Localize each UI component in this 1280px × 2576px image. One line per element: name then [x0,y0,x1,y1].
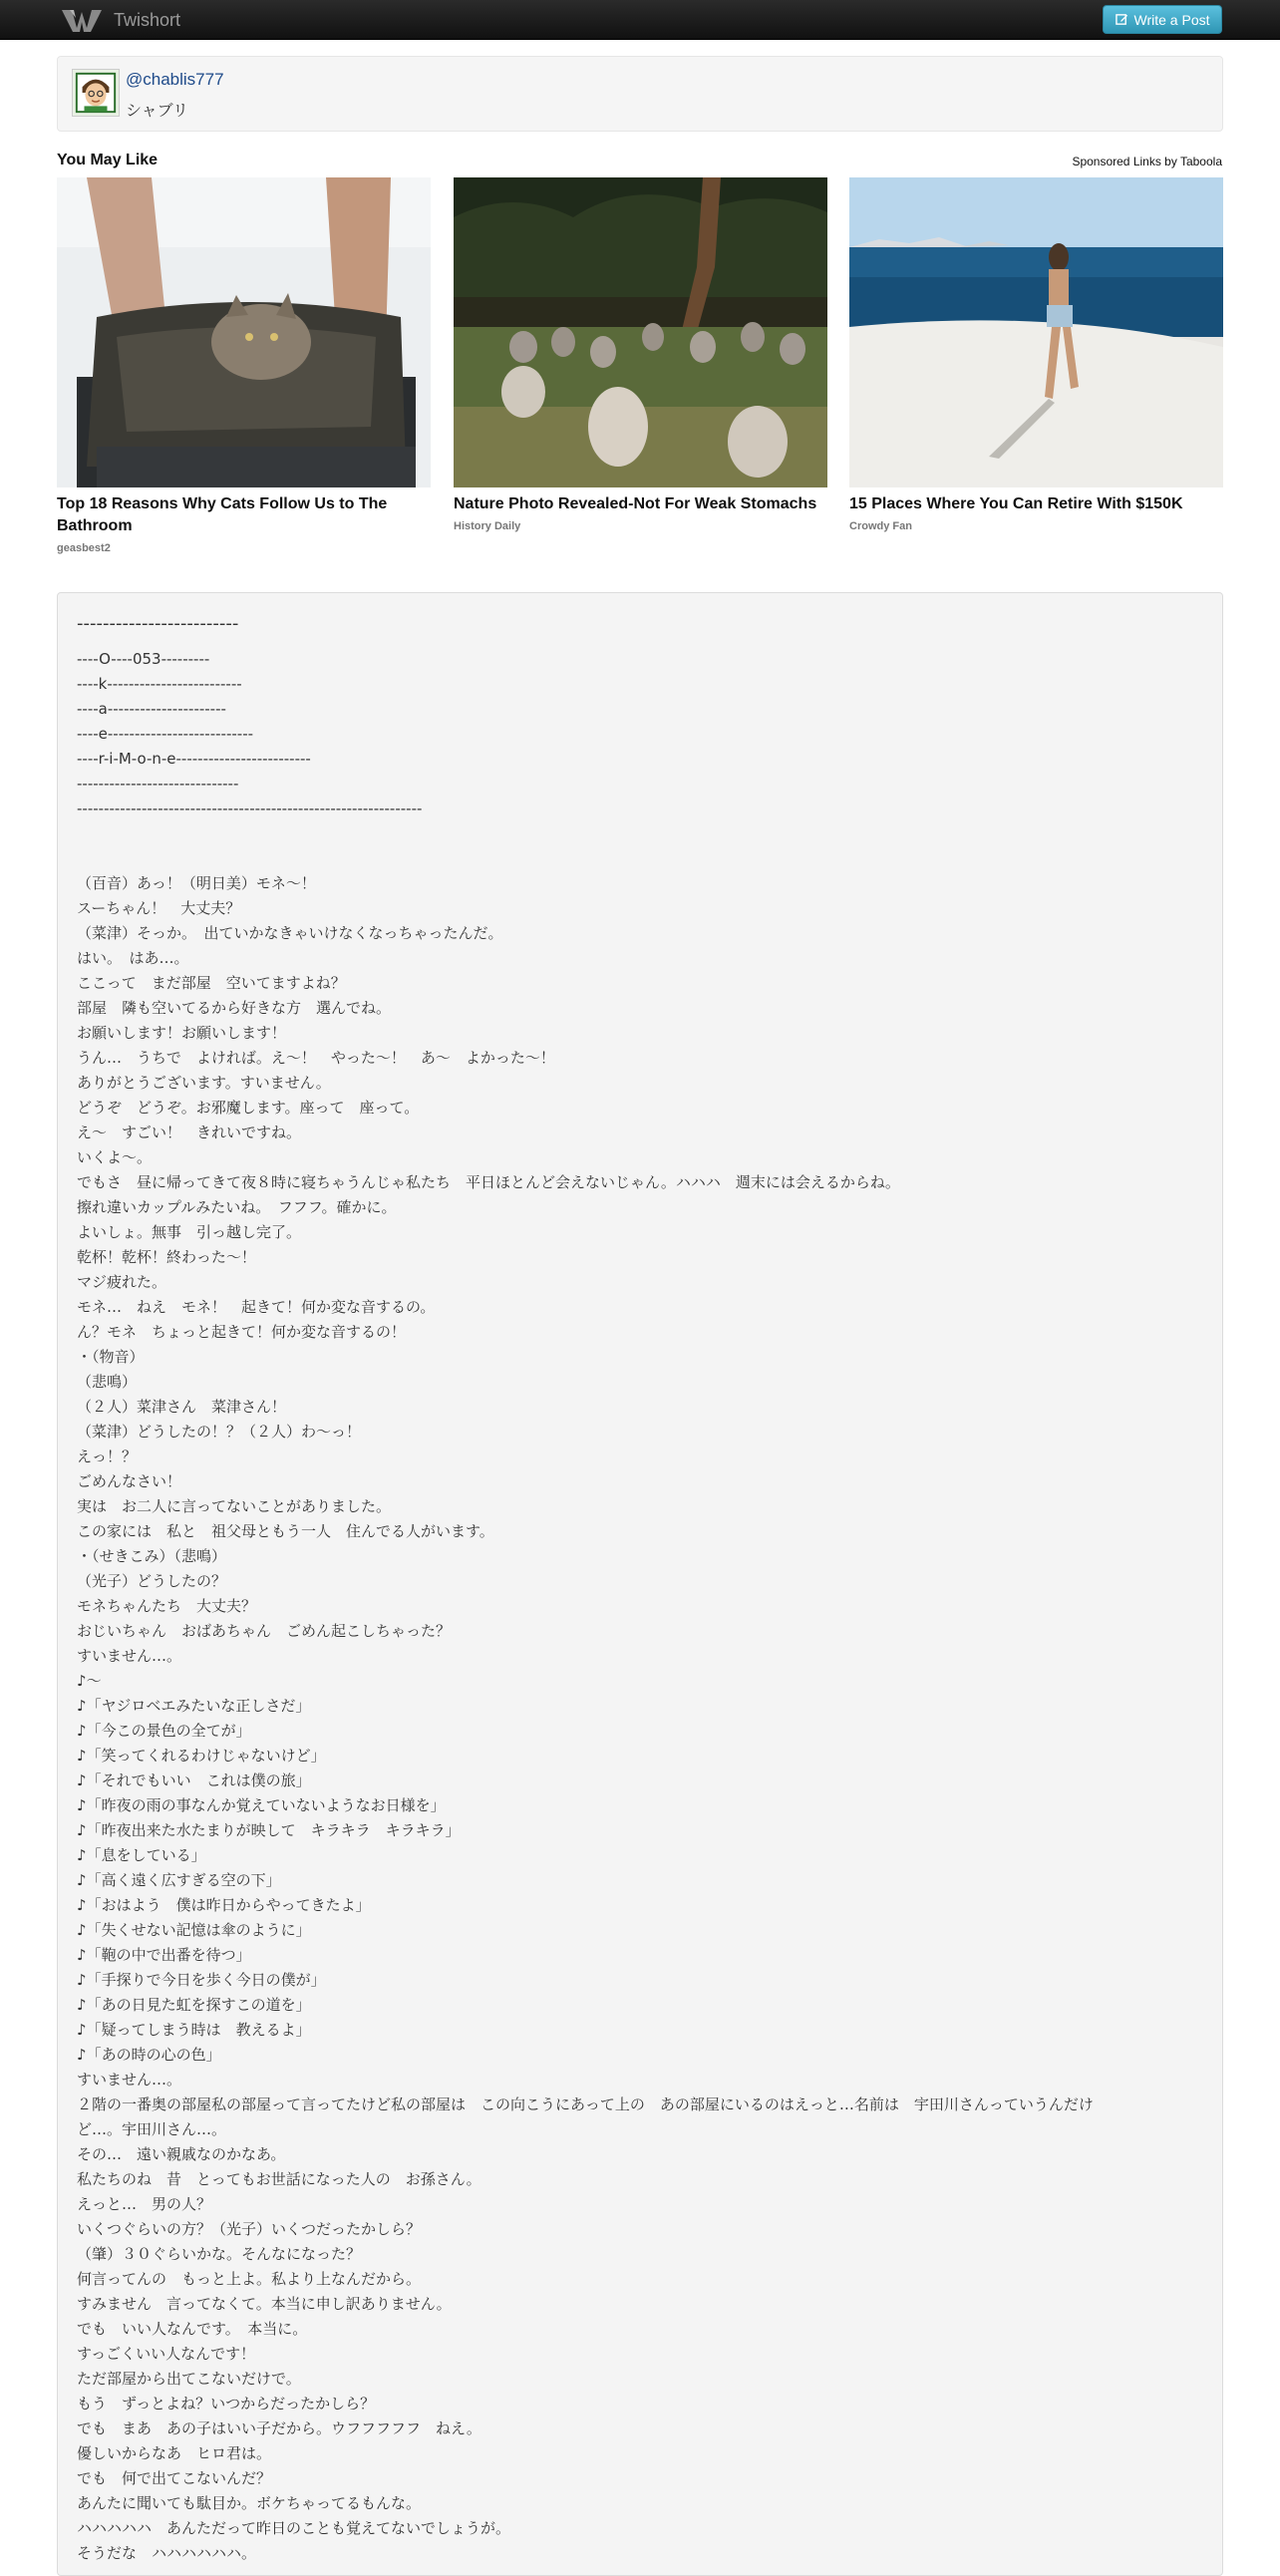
post-line: え～ すごい！ きれいですね。 [77,1124,302,1141]
post-line: 擦れ違いカップルみたいね。 フフフ。確かに。 [77,1198,397,1216]
post-line: ---------------------------------------------------------------- [77,800,423,817]
post-line: もう ずっとよね？いつからだったかしら？ [77,2395,376,2413]
recommend-source: Crowdy Fan [849,520,912,532]
post-line: ♪「息をしている」 [77,1846,206,1864]
post-line: ごめんなさい！ [77,1472,182,1490]
post-line: ♪「手探りで今日を歩く今日の僕が」 [77,1971,326,1989]
post-line: ----r-i-M-o-n-e------------------------- [77,750,311,768]
recommend-thumbnail-beach[interactable] [849,177,1223,487]
author-display-name: シャブリ [126,101,189,120]
post-line: 実は お二人に言ってないことがありました。 [77,1497,392,1515]
post-line: その… 遠い親戚なのかなあ。 [77,2145,286,2163]
recommend-title[interactable]: Nature Photo Revealed-Not For Weak Stomachs [454,495,817,512]
twishort-logo-icon [60,6,104,34]
post-line: ♪「疑ってしまう時は 教えるよ」 [77,2021,311,2039]
post-line: ----e--------------------------- [77,725,254,743]
post-line: ありがとうございます。すいません。 [77,1074,331,1092]
post-line: ♪「鞄の中で出番を待つ」 [77,1946,251,1964]
post-line: ・（せきこみ）（悲鳴） [77,1547,227,1565]
post-line: 乾杯！乾杯！終わった～！ [77,1248,256,1266]
post-line: えっ！？ [77,1448,138,1465]
post-line: ♪「それでもいい これは僕の旅」 [77,1771,311,1789]
write-post-button[interactable] [1103,5,1222,34]
post-line: モネちゃんたち 大丈夫？ [77,1597,257,1615]
post-heading: ------------------------- [77,613,239,634]
recommend-title[interactable]: Top 18 Reasons Why Cats Follow Us to The Bathroom [57,495,388,534]
post-line: いくよ～。 [77,1148,153,1166]
post-line: ただ部屋から出てこないだけで。 [77,2370,301,2388]
post-line: ど…。宇田川さん…。 [77,2120,227,2138]
recommend-card[interactable] [454,177,827,532]
post-line: おじいちゃん おばあちゃん ごめん起こしちゃった？ [77,1622,452,1640]
recommend-card[interactable] [849,177,1223,532]
post-line: （菜津）そっか。 出ていかなきゃいけなくなっちゃったんだ。 [77,924,503,942]
post-text [77,647,1203,2566]
post-line: すいません…。 [77,1647,182,1665]
post-line: スーちゃん！ 大丈夫？ [77,899,241,917]
recommend-thumbnail-raccoons[interactable] [454,177,827,487]
post-line [77,821,1203,846]
post-line: （菜津）どうしたの！？（２人）わ～っ！ [77,1423,362,1441]
author-username[interactable]: @chablis777 [126,70,224,89]
post-line: うん… うちで よければ。え～！ やった～！ あ～ よかった～！ [77,1049,555,1067]
top-navbar [0,0,1280,40]
post-line: ♪「あの日見た虹を探すこの道を」 [77,1996,311,2014]
post-line: ♪「今この景色の全てが」 [77,1722,251,1740]
post-line: よいしょ。無事 引っ越し完了。 [77,1223,302,1241]
recommend-source: History Daily [454,520,521,532]
brand[interactable] [60,6,180,34]
post-line: ２階の一番奥の部屋私の部屋って言ってたけど私の部屋は この向こうにあって上の あの部屋にいるのはえっと…名前は 宇田川さんっていうんだけ [77,2095,1094,2113]
post-line: そうだな ハハハハハハ。 [77,2544,257,2562]
recommend-title[interactable]: 15 Places Where You Can Retire With $150K [849,495,1183,512]
post-line: （光子）どうしたの？ [77,1572,227,1590]
post-line: ん？モネ ちょっと起きて！何か変な音するの！ [77,1323,407,1341]
post-line: ----k------------------------- [77,675,242,693]
post-line: 部屋 隣も空いてるから好きな方 選んでね。 [77,999,392,1017]
post-line: はい。 はあ…。 [77,949,189,967]
post-line: ♪「昨夜の雨の事なんか覚えていないようなお日様を」 [77,1796,446,1814]
post-line: でも まあ あの子はいい子だから。ウフフフフフ ねえ。 [77,2419,481,2437]
post-line [77,846,1203,871]
post-line: えっと… 男の人？ [77,2195,212,2213]
post-line: ♪「おはよう 僕は昨日からやってきたよ」 [77,1896,371,1914]
post-line: ここって まだ部屋 空いてますよね？ [77,974,346,992]
recommend-heading: You May Like [57,152,159,168]
post-line: ------------------------------ [77,775,239,793]
post-line: ♪～ [77,1672,102,1690]
brand-name: Twishort [114,9,181,30]
post-line: （２人）菜津さん 菜津さん！ [77,1398,287,1416]
post-line: いくつぐらいの方？（光子）いくつだったかしら？ [77,2220,422,2238]
post-line: ♪「昨夜出来た水たまりが映して キラキラ キラキラ」 [77,1821,461,1839]
post-line: ♪「高く遠く広すぎる空の下」 [77,1871,281,1889]
post-body [57,592,1223,2576]
post-line: 優しいからなあ ヒロ君は。 [77,2444,272,2462]
post-line: ハハハハハ あんただって昨日のことも覚えてないでしょうが。 [77,2519,511,2537]
recommend-card[interactable] [57,177,431,554]
post-line: でも いい人なんです。 本当に。 [77,2320,308,2338]
post-line: ♪「あの時の心の色」 [77,2046,221,2064]
post-line: あんたに聞いても駄目か。ボケちゃってるもんな。 [77,2494,422,2512]
post-line: 何言ってんの もっと上よ。私より上なんだから。 [77,2270,422,2288]
recommend-thumbnail-cat[interactable] [57,177,431,487]
post-line: すみません 言ってなくて。本当に申し訳ありません。 [77,2295,452,2313]
post-line: マジ疲れた。 [77,1273,167,1291]
post-line: どうぞ どうぞ。お邪魔します。座って 座って。 [77,1099,420,1117]
post-line: お願いします！お願いします！ [77,1024,287,1042]
post-line: モネ… ねえ モネ！ 起きて！何か変な音するの。 [77,1298,436,1316]
post-line: ----O----053--------- [77,650,210,668]
author-box [57,56,1223,132]
post-line: でも 何で出てこないんだ？ [77,2469,272,2487]
post-line: でもさ 昼に帰ってきて夜８時に寝ちゃうんじゃ私たち 平日ほとんど会えないじゃん。ハハハ 週末には会えるからね。 [77,1173,900,1191]
avatar[interactable] [72,69,120,117]
post-line: （百音）あっ！（明日美）モネ～！ [77,874,316,892]
post-line: この家には 私と 祖父母ともう一人 住んでる人がいます。 [77,1522,494,1540]
post-line: ♪「笑ってくれるわけじゃないけど」 [77,1747,326,1765]
post-line: （悲鳴） [77,1373,138,1391]
recommend-source: geasbest2 [57,542,111,554]
sponsored-link[interactable]: Sponsored Links by Taboola [1072,155,1222,168]
post-line: ----a---------------------- [77,700,226,718]
edit-icon [1116,13,1128,26]
post-line: ・（物音） [77,1348,145,1366]
post-line: （肇）３０ぐらいかな。そんなになった？ [77,2245,362,2263]
write-post-label: Write a Post [1133,11,1210,28]
post-line: 私たちのね 昔 とってもお世話になった人の お孫さん。 [77,2170,481,2188]
post-line: すっごくいい人なんです！ [77,2345,256,2363]
post-line: ♪「ヤジロベエみたいな正しさだ」 [77,1697,311,1715]
post-line: ♪「失くせない記憶は傘のように」 [77,1921,311,1939]
post-line: すいません…。 [77,2071,182,2089]
